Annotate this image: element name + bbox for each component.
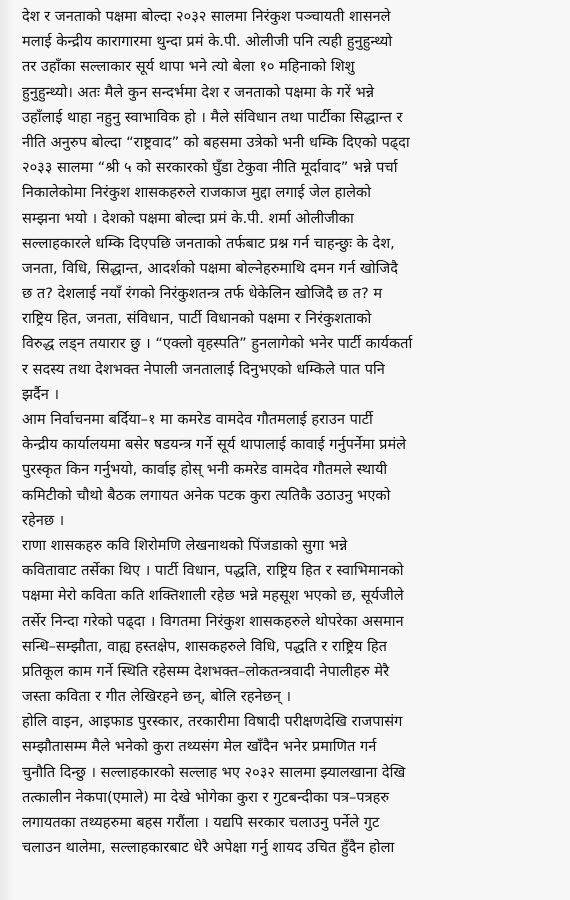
text-line: पक्षमा मेरो कविता कति शक्तिशाली रहेछ भन्ने महसूश भएको छ, सूर्यजीले (22, 587, 404, 605)
text-line: राष्ट्रिय हित, जनता, संविधान, पार्टी विधानको पक्षमा र निरंकुशताको (22, 310, 372, 328)
text-line: पुरस्कृत किन गर्नुभयो, कार्वाइ होस् भनी कमरेड वामदेव गौतमले स्थायी (22, 461, 388, 479)
text-line: तर उहाँका सल्लाकार सूर्य थापा भने त्यो बेला १० महिनाको शिशु (22, 58, 355, 76)
text-line: देश र जनताको पक्षमा बोल्दा २०३२ सालमा निरंकुश पञ्चायती शासनले (22, 8, 391, 25)
text-line: सल्लाहकारले धम्कि दिएपछि जनताको तर्फबाट प्रश्न गर्न चाहन्छुः के देश, (22, 234, 395, 252)
text-line: सम्झौतासम्म मैले भनेको कुरा तथ्यसंग मेल खाँदैन भनेर प्रमाणित गर्न (22, 738, 377, 756)
text-line: छ त? देशलाई नयाँ रंगको निरंकुशतन्त्र तर्फ धेकेलिन खोजिदै छ त? म (22, 285, 383, 303)
text-line: विरुद्ध लड्न तयारार छु । “एक्लो वृहस्पति” हुनलागेको भनेर पार्टी कार्यकर्ता (22, 335, 413, 353)
text-line: निकालेकोमा निरंकुश शासकहरुले राजकाज मुद्दा लगाई जेल हालेको (22, 184, 372, 202)
text-line: चलाउन थालेमा, सल्लाहकारबाट धेरै अपेक्षा गर्नु शायद उचित हुँदैन होला (22, 839, 395, 857)
text-line: मलाई केन्द्रीय कारागारमा थुन्दा प्रमं के.पी. ओलीजी पनि त्यही हुनुहुन्थ्यो (22, 33, 393, 51)
text-line: हुनुहुन्थ्यो। अतः मैले कुन सन्दर्भमा देश र जनताको पक्षमा के गरें भन्ने (22, 83, 375, 101)
text-line: तर्सेर निन्दा गरेको पढ्दा । विगतमा निरंकुश शासकहरुले थोपरेका असमान (22, 612, 404, 630)
text-line: र सदस्य तथा देशभक्त नेपाली जनतालाई दिनुभएको धम्किले पात पनि (22, 360, 385, 378)
paragraph-3 (22, 533, 562, 709)
paragraph-4 (22, 709, 562, 860)
text-line: आम निर्वाचनमा बर्दिया–१ मा कमरेड वामदेव गौतमलाई हराउन पार्टी (22, 411, 373, 428)
text-line: केन्द्रीय कार्यालयमा बसेर षडयन्त्र गर्ने सूर्य थापालाई कावाई गर्नुपर्नेमा प्रमंले (22, 436, 407, 454)
text-line: तत्कालीन नेकपा(एमाले) मा देखे भोगेका कुरा र गुटबन्दीका पत्र–पत्रहरु (22, 788, 390, 806)
text-line: लगायतका तथ्यहरुमा बहस गरौंला । यद्यपि सरकार चलाउनु पर्नेले गुट (22, 814, 380, 831)
text-line: होलि वाइन, आइफाड पुरस्कार, तरकारीमा विषादी परीक्षणदेखि राजपासंग (22, 713, 403, 731)
text-line: जस्ता कविता र गीत लेखिरहने छन्, बोलि रहनेछन् । (22, 688, 292, 706)
text-line: नीति अनुरुप बोल्दा “राष्ट्रवाद” को बहसमा उत्रेको भनी धम्कि दिएको पढ्दा (22, 133, 410, 151)
text-line: प्रतिकूल काम गर्ने स्थिति रहेसम्म देशभक्त–लोकतन्त्रवादी नेपालीहरु मेरै (22, 662, 390, 680)
text-line: उहाँलाई थाहा नहुनु स्वाभाविक हो । मैले संविधान तथा पार्टीका सिद्धान्त र (22, 108, 403, 126)
paragraph-1 (22, 4, 562, 407)
text-line: जनता, विधि, सिद्धान्त, आदर्शको पक्षमा बोल्नेहरुमाथि दमन गर्न खोजिदै (22, 259, 399, 277)
text-line: राणा शासकहरु कवि शिरोमणि लेखनाथको पिंजडाको सुगा भन्ने (22, 536, 348, 554)
text-line: कमिटीको चौथो बैठक लगायत अनेक पटक कुरा त्यतिकै उठाउनु भएको (22, 486, 391, 504)
text-line: रहेनछ । (22, 511, 65, 529)
text-line: सन्धि–सम्झौता, वाह्य हस्तक्षेप, शासकहरुले विधि, पद्धति र राष्ट्रिय हित (22, 637, 387, 655)
paragraph-2 (22, 407, 562, 533)
text-line: चुनौति दिन्छु । सल्लाहकारको सल्लाह भए २०३२ सालमा झ्यालखाना देखि (22, 763, 406, 781)
text-line: झर्दैन । (22, 385, 60, 403)
text-line: २०३३ सालमा “श्री ५ को सरकारको घुँडा टेकुवा नीति मूर्दावाद” भन्ने पर्चा (22, 159, 398, 177)
text-line: कवितावाट तर्सेका थिए । पार्टी विधान, पद्धति, राष्ट्रिय हित र स्वाभिमानको (22, 562, 404, 580)
text-line: सम्झना भयो । देशको पक्षमा बोल्दा प्रमं के.पी. शर्मा ओलीजीका (22, 209, 354, 227)
